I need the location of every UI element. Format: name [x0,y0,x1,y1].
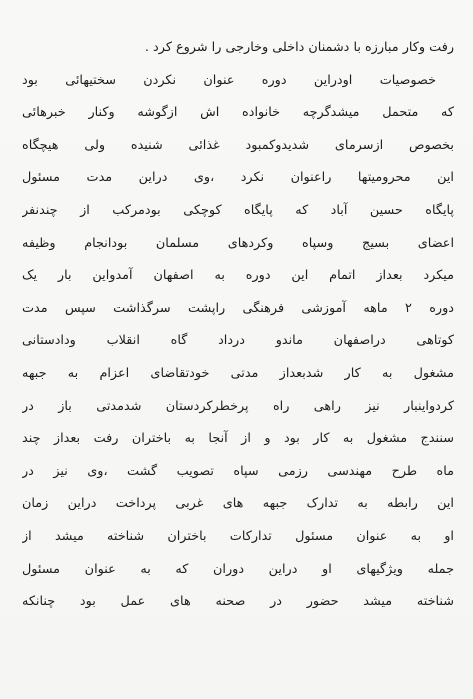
text-line: میکرد بعداز اتمام این دوره به اصفهان آمدواین بار یک [22,268,454,284]
text-line: پایگاه حسین آباد که پایگاه کوچکی بودمرکب از چندنفر [22,202,454,218]
body-text [22,32,454,619]
text-line: اعضای بسیج وسپاه وکردهای مسلمان بودانجام وظیفه [22,235,454,251]
text-line: بخصوص ازسرمای شدیدوکمبود غذائی شنیده ولی هیچگاه [22,137,454,153]
text-line: مشغول به کار شدبعداز مدتی خودتقاضای اعزام به جبهه [22,365,454,381]
text-line: شناخته میشد حضور در صحنه های عمل بود چنانکه [22,594,454,610]
text-line: این محرومیتها راعنوان نکرد ،وی دراین مدت مسئول [22,170,454,186]
text-line: رفت وکار مبارزه با دشمنان داخلی وخارجی را شروع کرد . [144,40,454,55]
text-line: کوتاهی دراصفهان ماندو درداد گاه انقلاب ودادستانی [22,333,454,349]
text-line: جمله ویژگیهای او دراین دوران که به عنوان مسئول [22,561,454,577]
text-line: سنندج مشغول به کار بود و از آنجا به باختران رفت بعداز چند [22,431,454,447]
text-line: خصوصیات اودراین دوره عنوان نکردن سختیهائی بود [22,72,436,88]
text-line: دوره ۲ ماهه آموزشی فرهنگی راپشت سرگذاشت سپس مدت [22,300,454,316]
text-line: او به عنوان مسئول تدارکات باختران شناخته میشد از [22,528,454,544]
text-line: ماه طرح مهندسی رزمی سپاه تصویب گشت ،وی نیز در [22,463,454,479]
text-line: این رابطه به تدارک جبهه های غربی پرداخت دراین زمان [22,496,454,512]
text-line: کردواینبار نیز راهی راه پرخطرکردستان شدمدتی باز در [22,398,454,414]
text-line: که متحمل میشدگرچه خانواده اش ازگوشه وکنار خبرهائی [22,105,454,121]
